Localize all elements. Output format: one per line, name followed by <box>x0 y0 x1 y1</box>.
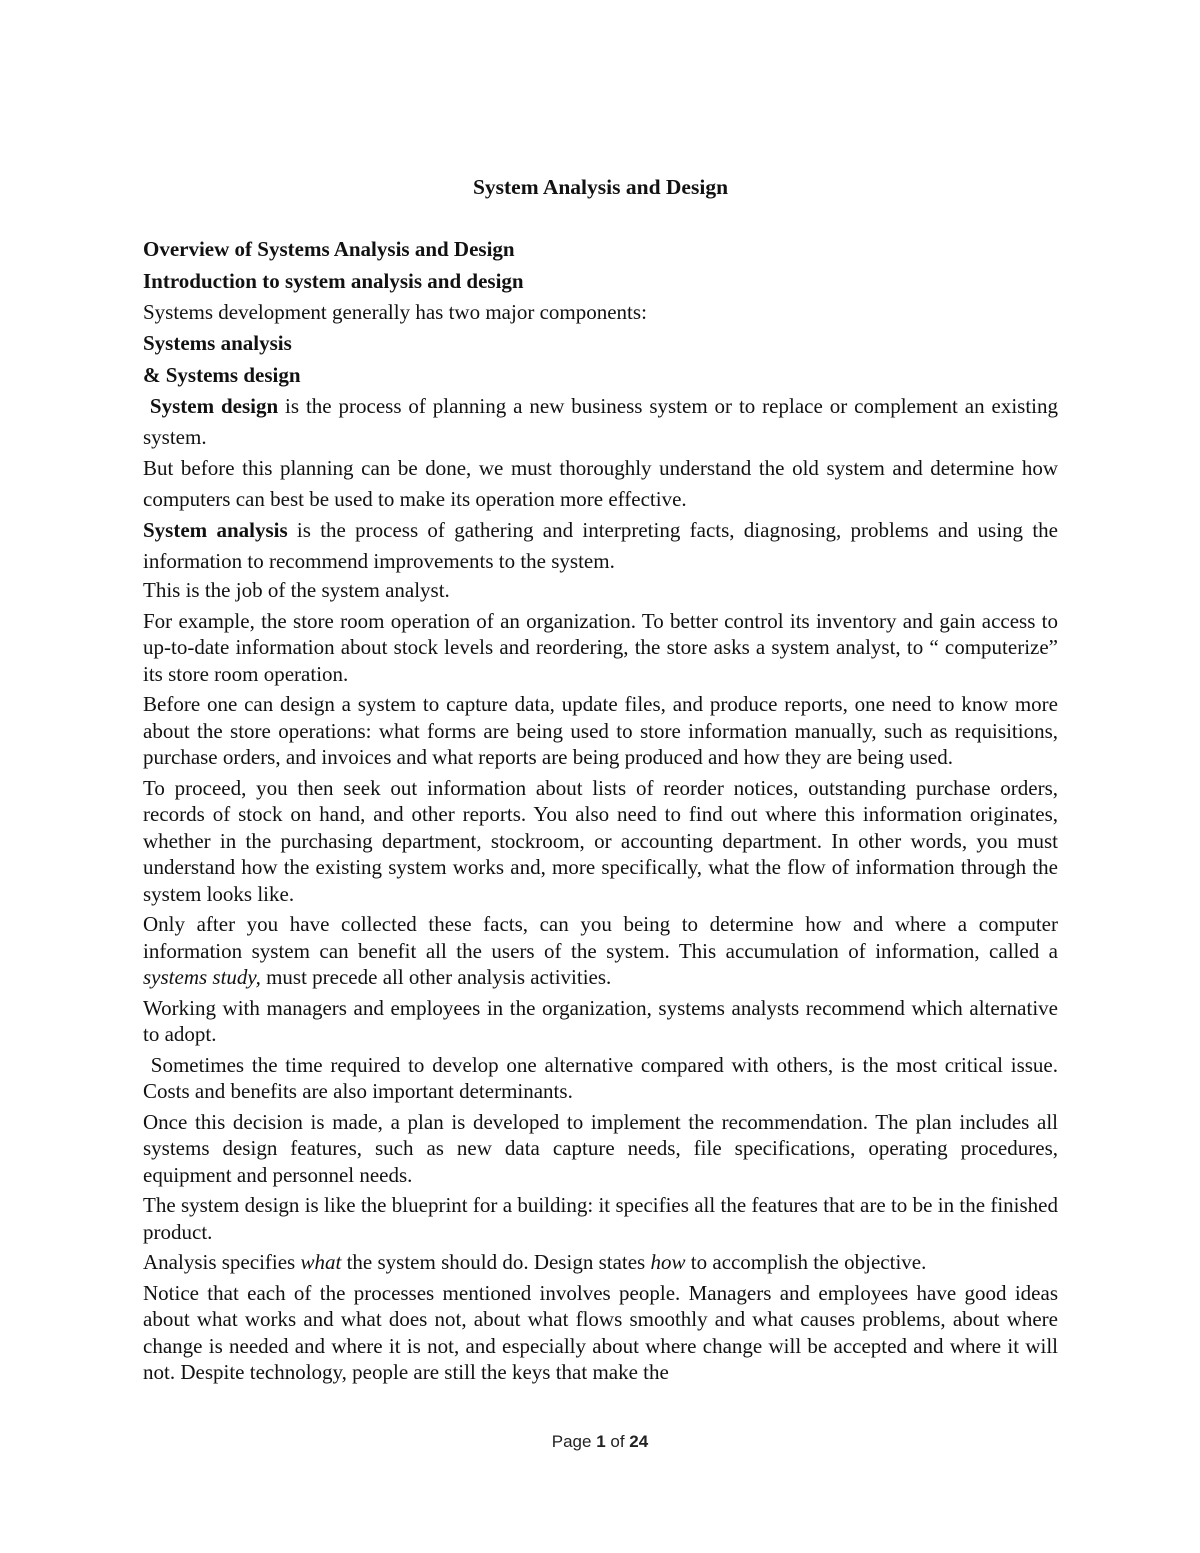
component-design: & Systems design <box>143 362 301 387</box>
paragraph-system-analysis-text: is the process of gathering and interpreting facts, diagnosing, problems and using the information to recommend improvements to the system. <box>143 518 1058 573</box>
paragraph-working: Working with managers and employees in the organization, systems analysts recommend which alternative to adopt. <box>143 995 1058 1046</box>
footer-prefix: Page <box>551 1432 597 1451</box>
paragraph-proceed: To proceed, you then seek out information about lists of reorder notices, outstanding purchase orders, records of stock on hand, and other reports. You also need to find out where this information originates, whether in the purchasing department, stockroom, or accounting department. In other words, you must understand how the existing system works and, more specifically, what the flow of information through the system looks like. <box>143 775 1058 906</box>
paragraph-only-after <box>143 911 1058 991</box>
paragraph-before-design: Before one can design a system to capture data, update files, and produce reports, one need to know more about the store operations: what forms are being used to store information manually, such as requisitions, purchase orders, and invoices and what reports are being produced and how they are being used. <box>143 692 1058 769</box>
document-title: System Analysis and Design <box>472 175 729 199</box>
paragraph-system-design <box>143 391 1058 453</box>
paragraph-notice: Notice that each of the processes mentioned involves people. Managers and employees have good ideas about what works and what does not, about what flows smoothly and what causes problems, about where change is needed and where it is not, and especially about where change will be accepted and where it will not. Despite technology, people are still the keys that make the <box>143 1280 1058 1384</box>
term-systems-study: systems study, <box>143 965 261 989</box>
document-page <box>143 170 1058 1390</box>
paragraph-only-after-text: Only after you have collected these facts, can you being to determine how and where a computer information system can benefit all the users of the system. This accumulation of information, called a <box>143 912 1058 963</box>
paragraph-sometimes <box>143 1052 1058 1105</box>
term-what: what <box>300 1250 342 1274</box>
paragraph-before-planning: But before this planning can be done, we must thoroughly understand the old system and determine how computers can best be used to make its operation more effective. <box>143 456 1058 511</box>
paragraph-example: For example, the store room operation of an organization. To better control its inventory and gain access to up-to-date information about stock levels and reordering, the store asks a system analyst, to “ computerize” its store room operation. <box>143 608 1058 686</box>
footer-page-number: 1 <box>596 1432 606 1451</box>
footer-page-total: 24 <box>629 1432 649 1451</box>
specifies-part-c: to accomplish the objective. <box>685 1250 927 1274</box>
page-footer <box>0 1432 1200 1452</box>
term-system-analysis: System analysis <box>143 518 288 542</box>
paragraph-once: Once this decision is made, a plan is developed to implement the recommendation. The plan includes all systems design features, such as new data capture needs, file specifications, operating procedures, equipment and personnel needs. <box>143 1109 1058 1187</box>
intro-line: Systems development generally has two major components: <box>143 300 647 324</box>
paragraph-system-analysis <box>143 515 1058 577</box>
term-how: how <box>650 1250 686 1274</box>
specifies-part-a: Analysis specifies <box>143 1250 301 1274</box>
term-system-design: System design <box>149 394 279 418</box>
paragraph-only-after-tail: must precede all other analysis activities. <box>260 965 612 989</box>
footer-of: of <box>605 1432 630 1451</box>
paragraph-specifies <box>143 1249 1058 1276</box>
paragraph-job: This is the job of the system analyst. <box>143 578 450 602</box>
heading-overview: Overview of Systems Analysis and Design <box>143 237 515 261</box>
heading-introduction: Introduction to system analysis and design <box>143 268 524 293</box>
paragraph-system-design-text: is the process of planning a new business system or to replace or complement an existing system. <box>143 394 1058 449</box>
component-analysis: Systems analysis <box>143 331 292 355</box>
paragraph-sometimes-text: Sometimes the time required to develop one alternative compared with others, is the most critical issue. Costs and benefits are also important determinants. <box>143 1052 1058 1103</box>
paragraph-blueprint: The system design is like the blueprint for a building: it specifies all the features that are to be in the finished product. <box>143 1193 1058 1244</box>
specifies-part-b: the system should do. Design states <box>341 1250 651 1274</box>
